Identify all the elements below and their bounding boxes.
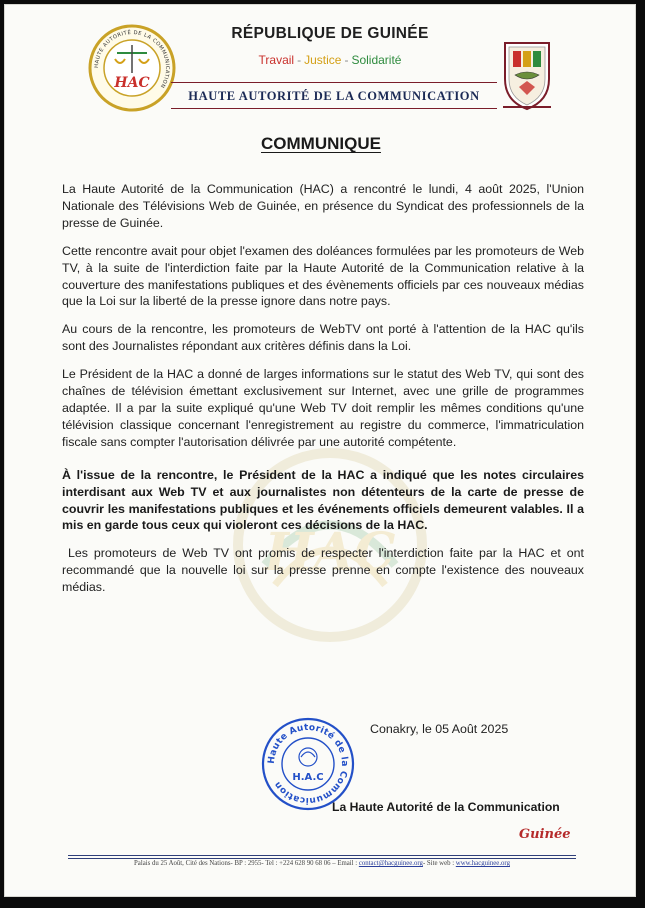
header-rule-top: [171, 82, 497, 83]
republic-title: RÉPUBLIQUE DE GUINÉE: [231, 25, 429, 42]
document-title: COMMUNIQUE: [261, 134, 381, 153]
footer-rule-top: [68, 855, 576, 856]
paragraph-bold: À l'issue de la rencontre, le Président de la HAC a indiqué que les notes circulaires interdisant aux Web TV et aux journalistes non détenteurs de la carte de presse de couvrir les manifestations publiques et les événements officiels demeurent valables. Il a mis en garde tous ceux qui violeront ces décisions de la HAC.: [62, 467, 584, 533]
motto-separator: -: [297, 53, 302, 67]
official-stamp-icon: [261, 717, 355, 811]
organization-name: HAUTE AUTORITÉ DE LA COMMUNICATION: [188, 89, 480, 103]
paragraph: La Haute Autorité de la Communication (HAC) a rencontré le lundi, 4 août 2025, l'Union Nationale des Télévisions Web de Guinée, en présence du Syndicat des professionnels de la presse de Guinée.: [62, 182, 584, 230]
footer-website-link[interactable]: www.hacguinee.org: [455, 860, 510, 867]
motto-word-1: Travail: [258, 53, 295, 67]
footer-site-label: - Site web :: [422, 860, 456, 867]
date-line: Conakry, le 05 Août 2025: [370, 722, 509, 736]
national-motto: [185, 53, 475, 67]
footer-address: [68, 860, 576, 867]
footer-email-link[interactable]: contact@hacguinee.org: [358, 860, 423, 867]
svg-text:Haute Autorité de la Communica: Haute Autorité de la Communication: [266, 722, 350, 806]
footer-rule-bottom: [68, 858, 576, 859]
motto-word-3: Solidarité: [351, 53, 402, 67]
handwritten-mark: Guinée: [519, 827, 571, 842]
svg-text:H.A.C: H.A.C: [292, 772, 324, 783]
paragraph: Au cours de la rencontre, les promoteurs de WebTV ont porté à l'attention de la HAC qu'ils sont des Journalistes répondant aux critères définis dans la Loi.: [62, 322, 584, 354]
header-rule-bottom: [171, 108, 497, 109]
svg-text:HAUTE AUTORITÉ DE LA COMMUNICA: HAUTE AUTORITÉ DE LA COMMUNICATION: [93, 29, 171, 90]
paragraph: Cette rencontre avait pour objet l'examen des doléances formulées par les promoteurs de Web TV, à la suite de l'interdiction faite par la Haute Autorité de la Communication relative à la couverture des manifestations publiques et des évènements officiels par ces nouveaux médias que la Loi sur la liberté de la presse ignore dans notre pays.: [62, 243, 584, 309]
motto-separator: -: [344, 53, 349, 67]
signatory: La Haute Autorité de la Communication: [332, 800, 560, 814]
hac-logo-icon: [87, 23, 177, 113]
paragraph: Les promoteurs de Web TV ont promis de respecter l'interdiction faite par la HAC et ont recommandé que la nouvelle loi sur la presse prenne en compte l'existence des nouveaux médias.: [62, 546, 584, 595]
footer-address-text: Palais du 25 Août, Cité des Nations- BP : 2955- Tel : +224 628 90 68 06 – Email :: [134, 860, 359, 867]
motto-word-2: Justice: [304, 53, 342, 67]
paragraph: Le Président de la HAC a donné de larges informations sur le statut des Web TV, qui sont des chaînes de télévision émettant exclusivement sur Internet, avec une grille de programmes adaptée. Il a par la suite expliqué qu'une Web TV doit remplir les mêmes conditions qu'une télévision classique concernant l'enregistrement au registre du commerce, l'immatriculation fiscale sans compter l'autorisation délivrée par une autorité compétente.: [62, 367, 584, 449]
svg-text:HAC: HAC: [264, 522, 396, 583]
document-page: [4, 4, 636, 897]
coat-of-arms-icon: [497, 35, 557, 115]
svg-text:HAC: HAC: [114, 75, 150, 91]
document-body: [62, 181, 584, 607]
